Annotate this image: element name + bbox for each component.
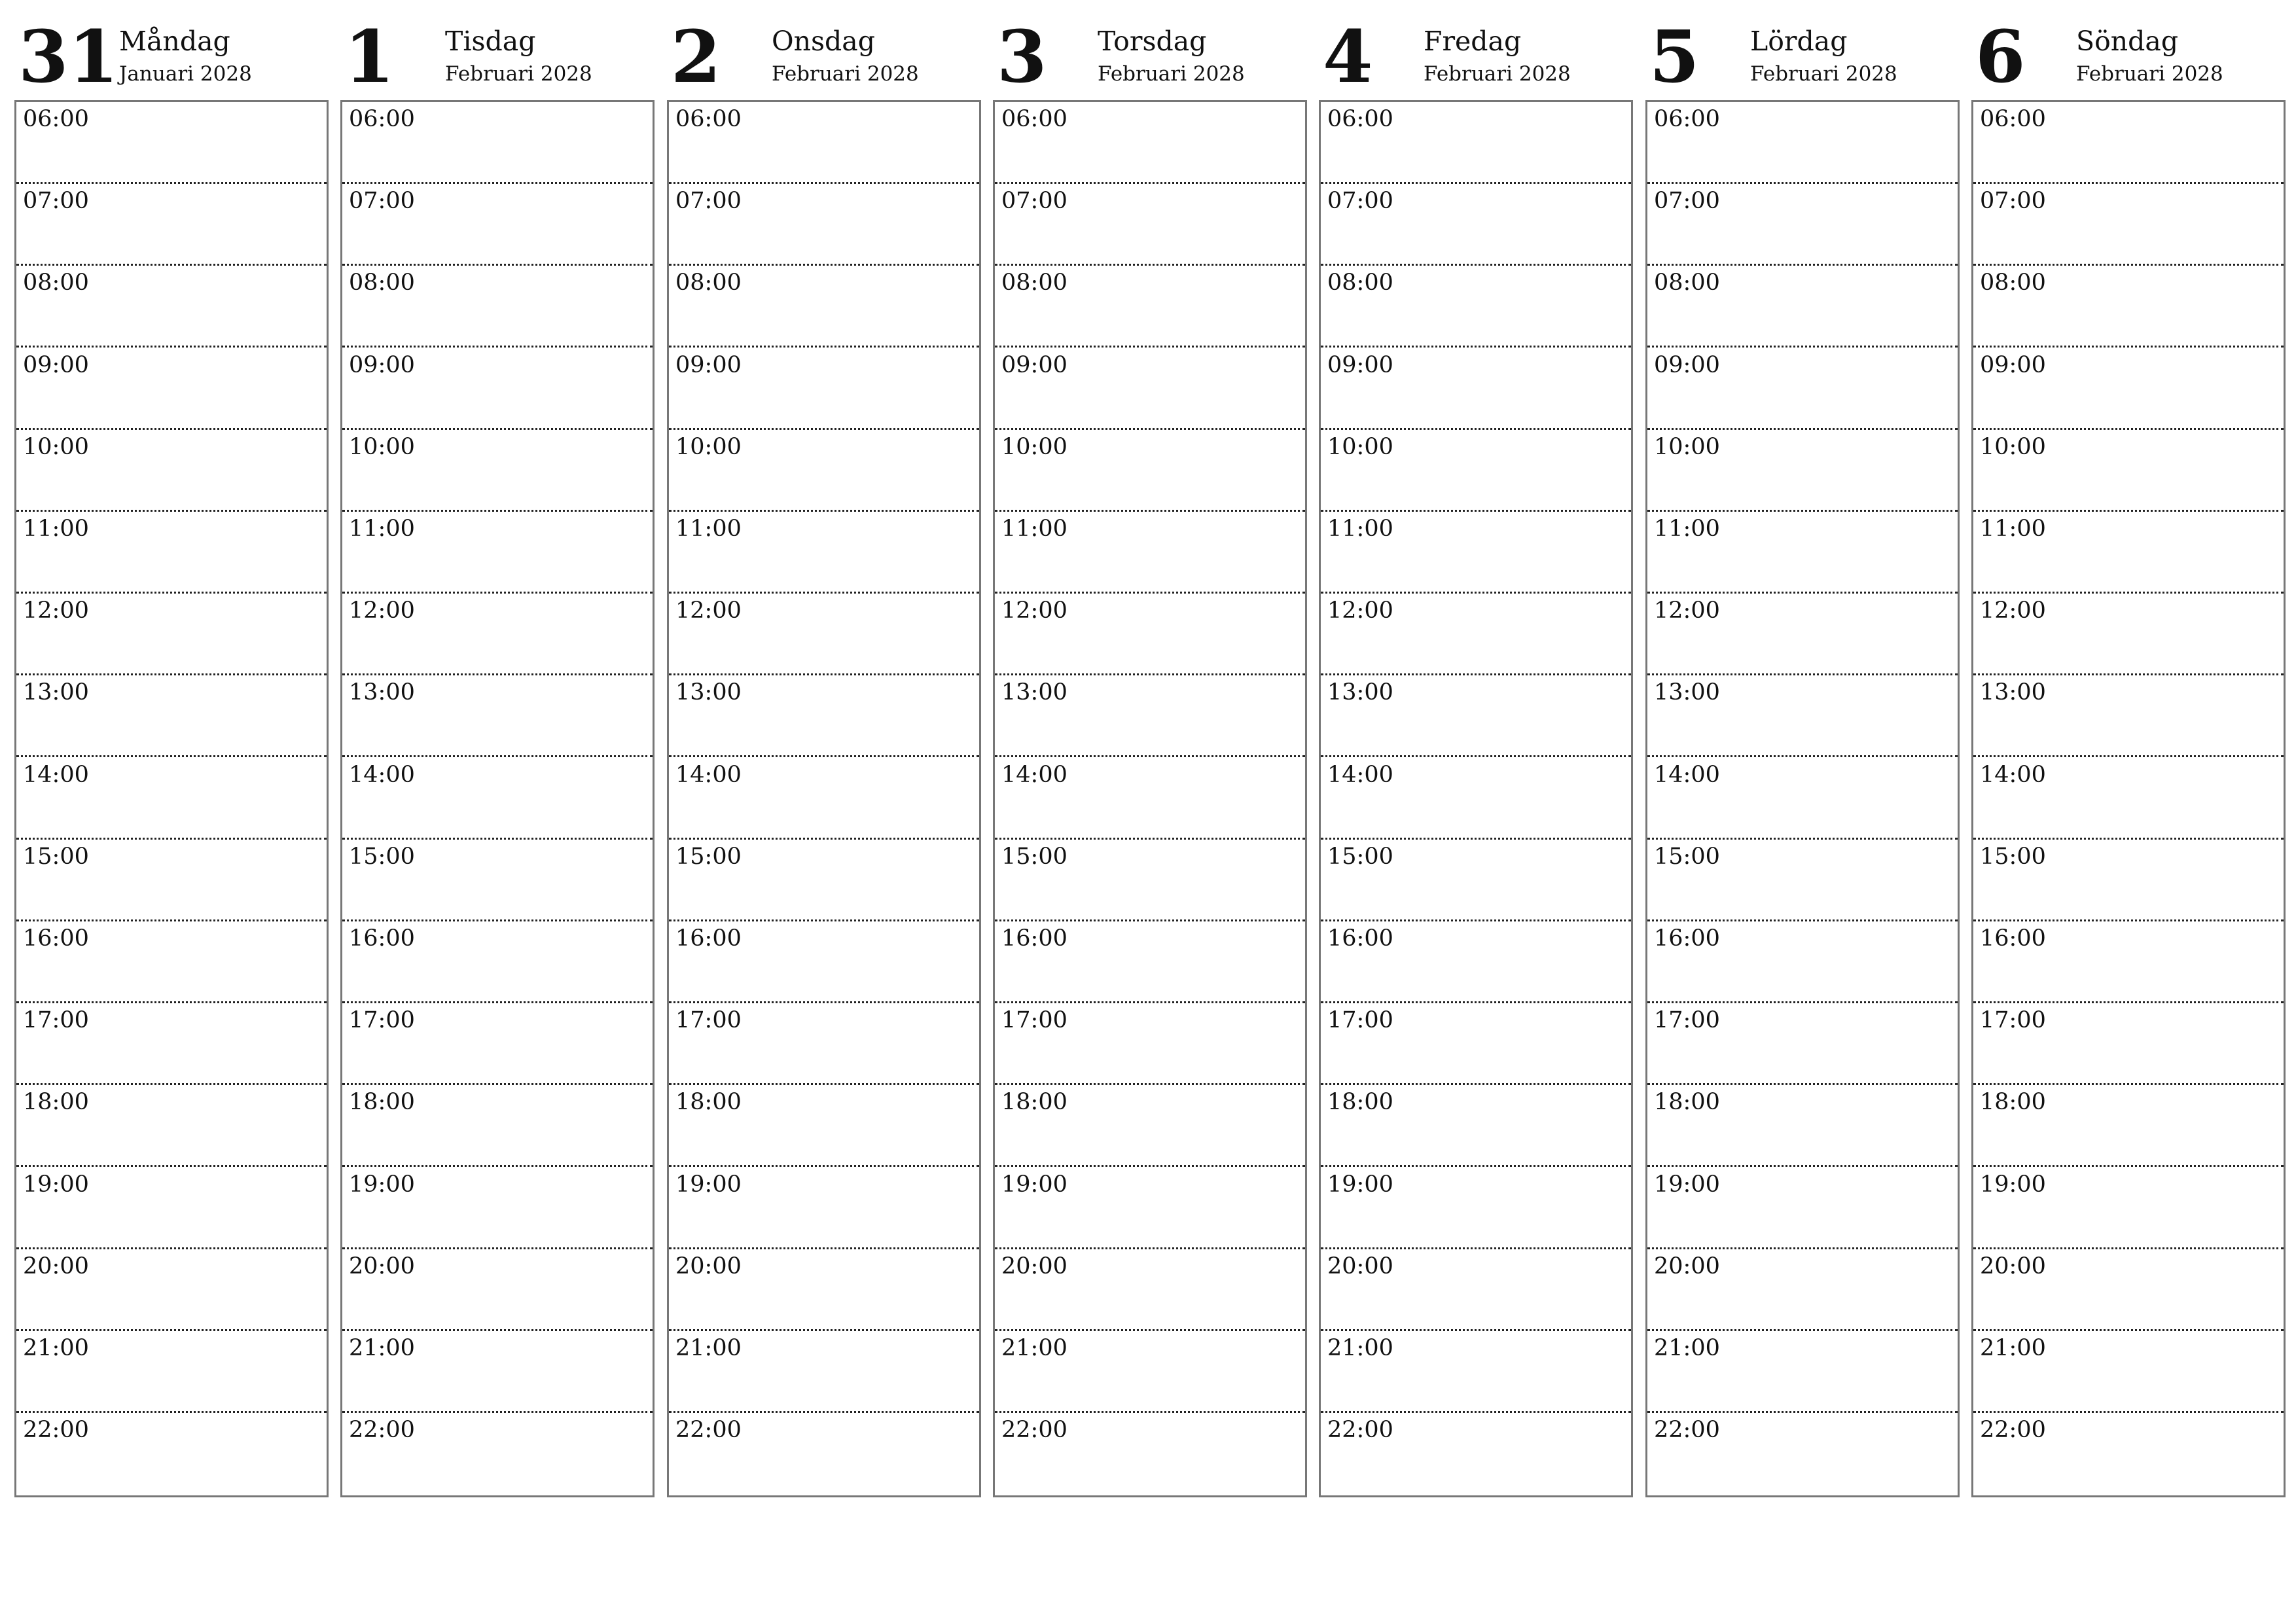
hour-slot[interactable] [16,184,327,266]
hour-slot[interactable] [1321,512,1631,594]
hour-slot[interactable] [669,266,979,348]
hour-slot[interactable] [342,1249,653,1331]
hour-slot[interactable] [1321,266,1631,348]
hour-slot[interactable] [669,594,979,675]
hour-slot[interactable] [1321,1085,1631,1167]
hour-slot[interactable] [669,840,979,921]
hour-label: 08:00 [1001,270,1067,296]
hour-label: 22:00 [675,1417,742,1443]
hour-slot[interactable] [16,430,327,512]
hour-label: 06:00 [1654,106,1720,132]
hour-label: 12:00 [23,597,89,624]
hour-label: 17:00 [1327,1007,1393,1033]
dotted-divider [1321,1165,1631,1167]
month-year: Februari 2028 [445,62,592,86]
dotted-divider [16,1165,327,1167]
hour-label: 19:00 [1327,1171,1393,1198]
hour-label: 09:00 [1327,352,1393,378]
hour-slot[interactable] [342,840,653,921]
hour-label: 15:00 [1001,844,1067,870]
weekday-name: Onsdag [772,26,875,57]
dotted-divider [1973,755,2284,757]
hour-label: 08:00 [349,270,415,296]
hour-label: 13:00 [23,679,89,705]
hour-slot[interactable] [1321,430,1631,512]
hour-label: 15:00 [23,844,89,870]
hour-slot[interactable] [995,102,1305,184]
hour-slot[interactable] [1321,348,1631,430]
hour-slot[interactable] [342,1085,653,1167]
hour-slot[interactable] [16,1331,327,1413]
hour-label: 21:00 [23,1335,89,1361]
hour-slot[interactable] [1647,430,1958,512]
hour-slot[interactable] [1647,266,1958,348]
hour-slot[interactable] [669,758,979,840]
day-number: 6 [1975,14,2026,99]
hour-label: 15:00 [1980,844,2046,870]
day-schedule-box [993,100,1307,1497]
month-year: Januari 2028 [119,62,252,86]
hour-label: 21:00 [1001,1335,1067,1361]
hour-slot[interactable] [342,512,653,594]
hour-slot[interactable] [342,430,653,512]
hour-slot[interactable] [995,758,1305,840]
hour-label: 08:00 [1654,270,1720,296]
hour-label: 21:00 [349,1335,415,1361]
hour-label: 15:00 [349,844,415,870]
hour-label: 13:00 [1001,679,1067,705]
hour-label: 06:00 [1980,106,2046,132]
dotted-divider [1321,346,1631,348]
hour-label: 13:00 [1980,679,2046,705]
hour-slot[interactable] [1321,840,1631,921]
dotted-divider [669,1165,979,1167]
weekday-name: Torsdag [1098,26,1207,57]
hour-slot[interactable] [1321,921,1631,1003]
hour-label: 18:00 [1001,1089,1067,1115]
dotted-divider [16,755,327,757]
hour-label: 20:00 [675,1253,742,1279]
hour-slot[interactable] [342,102,653,184]
hour-slot[interactable] [16,512,327,594]
hour-slot[interactable] [995,266,1305,348]
hour-label: 22:00 [1654,1417,1720,1443]
hour-slot[interactable] [16,594,327,675]
hour-label: 14:00 [1654,762,1720,788]
hour-label: 16:00 [1980,925,2046,952]
month-year: Februari 2028 [1424,62,1571,86]
hour-label: 16:00 [1654,925,1720,952]
hour-label: 10:00 [1327,434,1393,460]
hour-slot[interactable] [1321,594,1631,675]
hour-label: 07:00 [675,188,742,214]
dotted-divider [995,1165,1305,1167]
hour-slot[interactable] [1973,594,2284,675]
hour-label: 15:00 [675,844,742,870]
hour-label: 16:00 [1327,925,1393,952]
hour-label: 10:00 [349,434,415,460]
hour-label: 08:00 [1327,270,1393,296]
hour-slot[interactable] [669,430,979,512]
hour-slot[interactable] [995,594,1305,675]
hour-label: 06:00 [1001,106,1067,132]
hour-label: 11:00 [349,516,415,542]
hour-slot[interactable] [669,675,979,757]
hour-label: 18:00 [349,1089,415,1115]
hour-slot[interactable] [1647,102,1958,184]
day-column [14,0,327,1497]
hour-slot[interactable] [669,184,979,266]
hour-slot[interactable] [342,348,653,430]
hour-slot[interactable] [1321,1003,1631,1085]
hour-label: 10:00 [1654,434,1720,460]
hour-slot[interactable] [669,1003,979,1085]
hour-slot[interactable] [1321,184,1631,266]
hour-label: 17:00 [675,1007,742,1033]
hour-label: 18:00 [1327,1089,1393,1115]
hour-label: 20:00 [1980,1253,2046,1279]
hour-label: 16:00 [349,925,415,952]
hour-label: 09:00 [1980,352,2046,378]
hour-label: 11:00 [1001,516,1067,542]
hour-label: 17:00 [349,1007,415,1033]
hour-slot[interactable] [16,675,327,757]
dotted-divider [1647,346,1958,348]
hour-label: 19:00 [23,1171,89,1198]
hour-slot[interactable] [1647,675,1958,757]
day-column [1971,0,2284,1497]
hour-label: 12:00 [1327,597,1393,624]
hour-label: 18:00 [1980,1089,2046,1115]
hour-slot[interactable] [1973,840,2284,921]
hour-slot[interactable] [16,1003,327,1085]
hour-slot[interactable] [1973,758,2284,840]
month-year: Februari 2028 [1750,62,1897,86]
hour-slot[interactable] [1973,430,2284,512]
hour-label: 09:00 [23,352,89,378]
hour-slot[interactable] [1973,1003,2284,1085]
hour-slot[interactable] [16,840,327,921]
hour-label: 12:00 [675,597,742,624]
hour-label: 11:00 [23,516,89,542]
day-schedule-box [667,100,981,1497]
hour-slot[interactable] [1321,1249,1631,1331]
hour-label: 19:00 [1980,1171,2046,1198]
hour-slot[interactable] [669,1249,979,1331]
hour-slot[interactable] [1973,348,2284,430]
day-schedule-box [1645,100,1960,1497]
hour-label: 20:00 [349,1253,415,1279]
hour-slot[interactable] [1647,1249,1958,1331]
hour-label: 11:00 [1654,516,1720,542]
dotted-divider [669,346,979,348]
hour-slot[interactable] [342,1413,653,1495]
hour-slot[interactable] [1321,1331,1631,1413]
dotted-divider [1973,1165,2284,1167]
hour-slot[interactable] [995,840,1305,921]
hour-label: 09:00 [349,352,415,378]
hour-slot[interactable] [1973,102,2284,184]
hour-slot[interactable] [995,1003,1305,1085]
hour-label: 06:00 [23,106,89,132]
hour-label: 20:00 [1327,1253,1393,1279]
day-number: 1 [344,14,395,99]
hour-label: 10:00 [1001,434,1067,460]
hour-slot[interactable] [16,1249,327,1331]
hour-slot[interactable] [1647,348,1958,430]
hour-slot[interactable] [995,1168,1305,1249]
hour-slot[interactable] [16,1085,327,1167]
hour-slot[interactable] [669,1331,979,1413]
hour-slot[interactable] [1647,184,1958,266]
hour-slot[interactable] [1647,921,1958,1003]
hour-label: 13:00 [349,679,415,705]
hour-slot[interactable] [995,1413,1305,1495]
hour-slot[interactable] [1647,1413,1958,1495]
hour-slot[interactable] [1321,758,1631,840]
hour-label: 07:00 [1980,188,2046,214]
hour-slot[interactable] [1647,1003,1958,1085]
hour-label: 18:00 [23,1089,89,1115]
day-number: 3 [997,14,1047,99]
hour-label: 09:00 [675,352,742,378]
hour-label: 12:00 [349,597,415,624]
hour-slot[interactable] [995,512,1305,594]
dotted-divider [16,346,327,348]
dotted-divider [995,346,1305,348]
hour-label: 09:00 [1654,352,1720,378]
hour-label: 14:00 [23,762,89,788]
hour-label: 11:00 [1327,516,1393,542]
hour-slot[interactable] [1973,1331,2284,1413]
hour-slot[interactable] [995,348,1305,430]
hour-label: 07:00 [23,188,89,214]
dotted-divider [342,1165,653,1167]
hour-slot[interactable] [1973,266,2284,348]
hour-label: 14:00 [349,762,415,788]
hour-label: 21:00 [675,1335,742,1361]
hour-slot[interactable] [1647,1331,1958,1413]
hour-label: 13:00 [1327,679,1393,705]
hour-label: 12:00 [1980,597,2046,624]
hour-label: 08:00 [23,270,89,296]
hour-slot[interactable] [1321,1168,1631,1249]
hour-slot[interactable] [1647,594,1958,675]
day-number: 31 [18,14,119,99]
day-number: 2 [671,14,721,99]
day-schedule-box [14,100,329,1497]
hour-label: 22:00 [349,1417,415,1443]
hour-label: 14:00 [1001,762,1067,788]
dotted-divider [342,755,653,757]
hour-label: 09:00 [1001,352,1067,378]
day-column [993,0,1306,1497]
hour-label: 15:00 [1327,844,1393,870]
dotted-divider [1647,1165,1958,1167]
dotted-divider [1321,755,1631,757]
hour-slot[interactable] [16,266,327,348]
hour-slot[interactable] [342,184,653,266]
hour-label: 19:00 [1001,1171,1067,1198]
hour-label: 13:00 [1654,679,1720,705]
hour-label: 08:00 [1980,270,2046,296]
hour-label: 13:00 [675,679,742,705]
hour-slot[interactable] [1973,184,2284,266]
hour-label: 22:00 [1001,1417,1067,1443]
hour-slot[interactable] [1321,1413,1631,1495]
hour-label: 14:00 [675,762,742,788]
hour-label: 17:00 [1001,1007,1067,1033]
hour-label: 08:00 [675,270,742,296]
hour-label: 18:00 [675,1089,742,1115]
dotted-divider [342,346,653,348]
hour-slot[interactable] [995,921,1305,1003]
day-schedule-box [1971,100,2286,1497]
month-year: Februari 2028 [1098,62,1245,86]
hour-label: 06:00 [349,106,415,132]
day-column [1645,0,1958,1497]
hour-slot[interactable] [342,1168,653,1249]
dotted-divider [669,755,979,757]
hour-label: 17:00 [1654,1007,1720,1033]
dotted-divider [1973,346,2284,348]
day-schedule-box [1319,100,1633,1497]
hour-slot[interactable] [1973,1249,2284,1331]
hour-label: 20:00 [1001,1253,1067,1279]
hour-slot[interactable] [995,1249,1305,1331]
hour-label: 07:00 [1001,188,1067,214]
hour-label: 11:00 [675,516,742,542]
hour-slot[interactable] [342,1331,653,1413]
hour-slot[interactable] [16,102,327,184]
hour-label: 16:00 [675,925,742,952]
hour-label: 12:00 [1654,597,1720,624]
day-column [1319,0,1632,1497]
hour-slot[interactable] [995,1331,1305,1413]
hour-slot[interactable] [1973,675,2284,757]
hour-slot[interactable] [342,675,653,757]
hour-label: 22:00 [1980,1417,2046,1443]
hour-label: 19:00 [675,1171,742,1198]
hour-label: 16:00 [23,925,89,952]
hour-label: 21:00 [1327,1335,1393,1361]
hour-slot[interactable] [16,1413,327,1495]
hour-slot[interactable] [1973,1168,2284,1249]
hour-label: 07:00 [1654,188,1720,214]
hour-slot[interactable] [669,921,979,1003]
day-column [340,0,653,1497]
hour-slot[interactable] [1647,512,1958,594]
hour-label: 14:00 [1327,762,1393,788]
hour-slot[interactable] [669,1413,979,1495]
hour-slot[interactable] [1321,675,1631,757]
hour-label: 16:00 [1001,925,1067,952]
weekday-name: Måndag [119,26,230,57]
hour-label: 18:00 [1654,1089,1720,1115]
weekday-name: Söndag [2076,26,2179,57]
hour-label: 19:00 [349,1171,415,1198]
hour-slot[interactable] [1973,1085,2284,1167]
hour-slot[interactable] [1973,921,2284,1003]
hour-slot[interactable] [16,1168,327,1249]
hour-slot[interactable] [1647,1085,1958,1167]
hour-slot[interactable] [669,1085,979,1167]
day-schedule-box [340,100,655,1497]
hour-label: 07:00 [1327,188,1393,214]
hour-label: 21:00 [1980,1335,2046,1361]
hour-label: 14:00 [1980,762,2046,788]
weekday-name: Lördag [1750,26,1848,57]
hour-label: 06:00 [1327,106,1393,132]
hour-label: 15:00 [1654,844,1720,870]
hour-label: 21:00 [1654,1335,1720,1361]
hour-slot[interactable] [342,1003,653,1085]
hour-slot[interactable] [995,675,1305,757]
hour-label: 07:00 [349,188,415,214]
hour-slot[interactable] [669,348,979,430]
hour-slot[interactable] [342,921,653,1003]
hour-slot[interactable] [1647,758,1958,840]
hour-slot[interactable] [16,921,327,1003]
hour-slot[interactable] [669,1168,979,1249]
hour-label: 10:00 [1980,434,2046,460]
day-column [667,0,980,1497]
hour-slot[interactable] [1647,840,1958,921]
hour-slot[interactable] [995,1085,1305,1167]
hour-slot[interactable] [669,102,979,184]
dotted-divider [995,755,1305,757]
hour-label: 20:00 [23,1253,89,1279]
hour-label: 17:00 [23,1007,89,1033]
hour-slot[interactable] [669,512,979,594]
hour-label: 22:00 [1327,1417,1393,1443]
hour-slot[interactable] [342,758,653,840]
month-year: Februari 2028 [772,62,919,86]
hour-label: 10:00 [23,434,89,460]
hour-slot[interactable] [1647,1168,1958,1249]
hour-label: 17:00 [1980,1007,2046,1033]
weekday-name: Fredag [1424,26,1522,57]
dotted-divider [1647,755,1958,757]
hour-slot[interactable] [1973,512,2284,594]
hour-slot[interactable] [995,184,1305,266]
hour-label: 10:00 [675,434,742,460]
hour-label: 19:00 [1654,1171,1720,1198]
hour-slot[interactable] [1973,1413,2284,1495]
day-number: 4 [1323,14,1373,99]
day-number: 5 [1649,14,1700,99]
hour-label: 20:00 [1654,1253,1720,1279]
hour-slot[interactable] [16,758,327,840]
weekday-name: Tisdag [445,26,536,57]
hour-label: 22:00 [23,1417,89,1443]
hour-slot[interactable] [1321,102,1631,184]
hour-slot[interactable] [342,266,653,348]
hour-slot[interactable] [342,594,653,675]
hour-slot[interactable] [16,348,327,430]
month-year: Februari 2028 [2076,62,2223,86]
hour-label: 11:00 [1980,516,2046,542]
hour-label: 06:00 [675,106,742,132]
hour-label: 12:00 [1001,597,1067,624]
hour-slot[interactable] [995,430,1305,512]
